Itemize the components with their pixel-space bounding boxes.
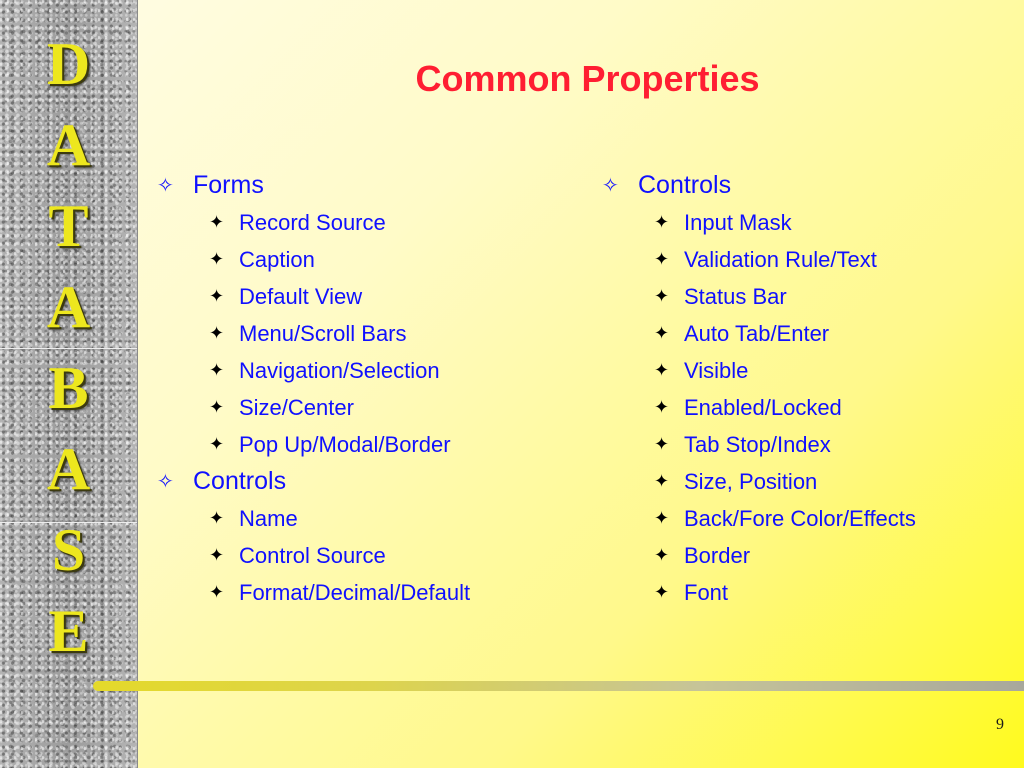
page-number: 9 (996, 716, 1004, 733)
bullet-item (209, 500, 575, 537)
bullet-item (654, 537, 1010, 574)
bullet-item (654, 574, 1010, 611)
solid-star-icon: ✦ (654, 360, 670, 380)
bullet-item-text: Size/Center (239, 394, 354, 420)
bullet-item (209, 204, 575, 241)
bullet-item (654, 352, 1010, 389)
solid-star-icon: ✦ (209, 582, 225, 602)
solid-star-icon: ✦ (654, 508, 670, 528)
solid-star-icon: ✦ (209, 545, 225, 565)
bullet-item-text: Menu/Scroll Bars (239, 320, 407, 346)
bullet-item (654, 278, 1010, 315)
bullet-item-text: Font (684, 579, 729, 605)
bullet-item-text: Size, Position (684, 468, 818, 494)
footer-accent-line (93, 681, 1024, 691)
bullet-item-text: Default View (239, 283, 363, 309)
bullet-heading-text: Controls (638, 171, 732, 199)
solid-star-icon: ✦ (209, 397, 225, 417)
bullet-item (209, 241, 575, 278)
bullet-item-text: Input Mask (684, 209, 792, 235)
bullet-item (209, 574, 575, 611)
bullet-item (654, 426, 1010, 463)
solid-star-icon: ✦ (654, 471, 670, 491)
bullet-item-text: Validation Rule/Text (684, 246, 877, 272)
bullet-item (209, 352, 575, 389)
sidebar-letter: S (51, 517, 86, 583)
sidebar (0, 0, 138, 768)
sidebar-letter: T (48, 193, 89, 259)
bullet-item-text: Control Source (239, 542, 386, 568)
bullet-item (209, 278, 575, 315)
solid-star-icon: ✦ (209, 434, 225, 454)
solid-star-icon: ✦ (209, 286, 225, 306)
bullet-heading-text: Forms (193, 171, 264, 199)
bullet-item-text: Format/Decimal/Default (239, 579, 471, 605)
solid-star-icon: ✦ (209, 249, 225, 269)
solid-star-icon: ✦ (654, 545, 670, 565)
bullet-item-text: Enabled/Locked (684, 394, 842, 420)
bullet-item (654, 500, 1010, 537)
solid-star-icon: ✦ (654, 323, 670, 343)
bullet-heading (155, 463, 575, 500)
bullet-heading-text: Controls (193, 467, 287, 495)
bullet-item-text: Navigation/Selection (239, 357, 440, 383)
bullet-item (209, 426, 575, 463)
solid-star-icon: ✦ (654, 397, 670, 417)
bullet-item (654, 315, 1010, 352)
bullet-item (209, 537, 575, 574)
bullet-heading (600, 167, 1010, 204)
sidebar-lettering (0, 24, 137, 672)
solid-star-icon: ✦ (209, 212, 225, 232)
right-column (600, 167, 1010, 611)
bullet-item (654, 463, 1010, 500)
solid-star-icon: ✦ (209, 508, 225, 528)
slide-title: Common Properties (415, 58, 760, 99)
solid-star-icon: ✦ (654, 249, 670, 269)
bullet-item-text: Record Source (239, 209, 386, 235)
sidebar-letter: A (46, 274, 91, 340)
hollow-star-icon: ✧ (157, 175, 174, 197)
bullet-item (654, 241, 1010, 278)
sidebar-letter: B (48, 355, 89, 421)
bullet-heading (155, 167, 575, 204)
sidebar-letter: A (46, 436, 91, 502)
sidebar-letter: A (46, 112, 91, 178)
hollow-star-icon: ✧ (157, 471, 174, 493)
solid-star-icon: ✦ (654, 286, 670, 306)
bullet-item-text: Auto Tab/Enter (684, 320, 830, 346)
bullet-item (209, 389, 575, 426)
sidebar-letter: D (46, 31, 91, 97)
bullet-item-text: Tab Stop/Index (684, 431, 831, 457)
bullet-item (654, 204, 1010, 241)
solid-star-icon: ✦ (209, 323, 225, 343)
bullet-item (209, 315, 575, 352)
solid-star-icon: ✦ (654, 582, 670, 602)
bullet-item-text: Visible (684, 357, 749, 383)
hollow-star-icon: ✧ (602, 175, 619, 197)
bullet-item (654, 389, 1010, 426)
left-column (155, 167, 575, 611)
sidebar-letter: E (48, 598, 89, 664)
solid-star-icon: ✦ (209, 360, 225, 380)
bullet-item-text: Pop Up/Modal/Border (239, 431, 451, 457)
bullet-item-text: Caption (239, 246, 315, 272)
bullet-item-text: Name (239, 505, 298, 531)
bullet-item-text: Status Bar (684, 283, 787, 309)
bullet-item-text: Border (684, 542, 751, 568)
solid-star-icon: ✦ (654, 212, 670, 232)
solid-star-icon: ✦ (654, 434, 670, 454)
bullet-item-text: Back/Fore Color/Effects (684, 505, 916, 531)
